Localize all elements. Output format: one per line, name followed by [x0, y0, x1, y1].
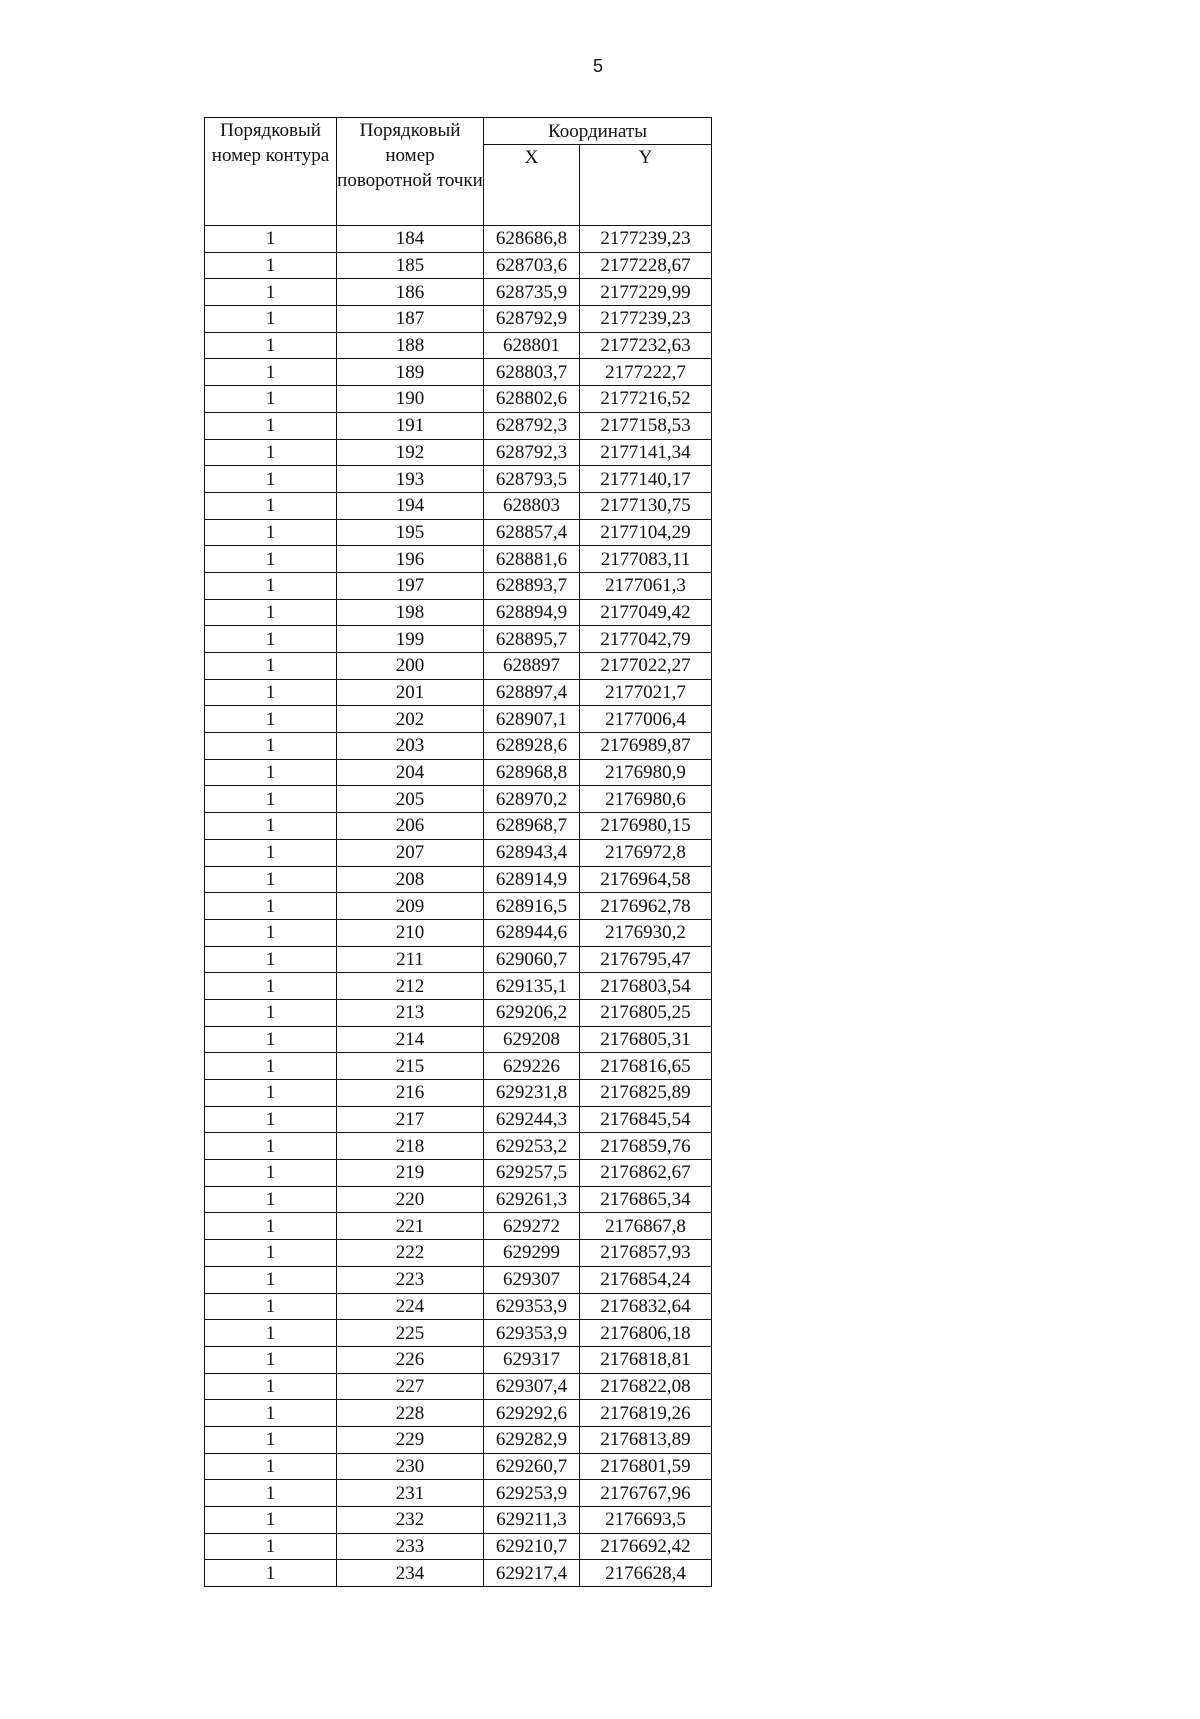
- cell-contour: 1: [205, 946, 337, 973]
- cell-contour: 1: [205, 1266, 337, 1293]
- table-row: [205, 1346, 712, 1373]
- table-row: [205, 359, 712, 386]
- table-row: [205, 1480, 712, 1507]
- cell-x: 629299: [484, 1240, 580, 1267]
- cell-y: 2177239,23: [580, 226, 712, 253]
- cell-contour: 1: [205, 1186, 337, 1213]
- cell-contour: 1: [205, 919, 337, 946]
- cell-x: 628970,2: [484, 786, 580, 813]
- cell-point: 230: [337, 1453, 484, 1480]
- cell-point: 207: [337, 839, 484, 866]
- cell-point: 223: [337, 1266, 484, 1293]
- table-row: [205, 599, 712, 626]
- cell-y: 2176816,65: [580, 1053, 712, 1080]
- cell-x: 628857,4: [484, 519, 580, 546]
- table-row: [205, 519, 712, 546]
- cell-x: 628792,3: [484, 412, 580, 439]
- table-row: [205, 973, 712, 1000]
- cell-y: 2177083,11: [580, 546, 712, 573]
- cell-y: 2177042,79: [580, 626, 712, 653]
- table-row: [205, 919, 712, 946]
- cell-point: 222: [337, 1240, 484, 1267]
- table-row: [205, 1320, 712, 1347]
- cell-x: 629210,7: [484, 1533, 580, 1560]
- cell-x: 628686,8: [484, 226, 580, 253]
- cell-contour: 1: [205, 1080, 337, 1107]
- cell-contour: 1: [205, 519, 337, 546]
- cell-y: 2176801,59: [580, 1453, 712, 1480]
- cell-point: 212: [337, 973, 484, 1000]
- cell-x: 628907,1: [484, 706, 580, 733]
- cell-y: 2176806,18: [580, 1320, 712, 1347]
- cell-x: 629211,3: [484, 1507, 580, 1534]
- cell-y: 2177239,23: [580, 306, 712, 333]
- header-y: Y: [580, 145, 712, 226]
- cell-x: 629217,4: [484, 1560, 580, 1587]
- cell-x: 628803,7: [484, 359, 580, 386]
- cell-x: 629282,9: [484, 1426, 580, 1453]
- cell-contour: 1: [205, 572, 337, 599]
- cell-y: 2176980,15: [580, 813, 712, 840]
- cell-y: 2176832,64: [580, 1293, 712, 1320]
- cell-x: 629253,2: [484, 1133, 580, 1160]
- cell-point: 188: [337, 332, 484, 359]
- cell-point: 197: [337, 572, 484, 599]
- cell-x: 628881,6: [484, 546, 580, 573]
- table-row: [205, 1053, 712, 1080]
- cell-x: 628914,9: [484, 866, 580, 893]
- cell-x: 628893,7: [484, 572, 580, 599]
- cell-contour: 1: [205, 492, 337, 519]
- table-row: [205, 306, 712, 333]
- cell-point: 192: [337, 439, 484, 466]
- header-turning-point-number: Порядковый номер поворотной точки: [337, 118, 484, 226]
- cell-x: 628792,9: [484, 306, 580, 333]
- cell-point: 208: [337, 866, 484, 893]
- cell-contour: 1: [205, 226, 337, 253]
- cell-x: 628897: [484, 653, 580, 680]
- cell-x: 629244,3: [484, 1106, 580, 1133]
- table-row: [205, 1293, 712, 1320]
- cell-x: 629292,6: [484, 1400, 580, 1427]
- table-row: [205, 679, 712, 706]
- table-row: [205, 466, 712, 493]
- cell-x: 628792,3: [484, 439, 580, 466]
- table-row: [205, 813, 712, 840]
- cell-contour: 1: [205, 893, 337, 920]
- cell-x: 628944,6: [484, 919, 580, 946]
- cell-x: 629317: [484, 1346, 580, 1373]
- cell-contour: 1: [205, 973, 337, 1000]
- cell-y: 2177229,99: [580, 279, 712, 306]
- cell-y: 2176818,81: [580, 1346, 712, 1373]
- cell-x: 628895,7: [484, 626, 580, 653]
- cell-x: 628801: [484, 332, 580, 359]
- cell-contour: 1: [205, 1133, 337, 1160]
- cell-y: 2176628,4: [580, 1560, 712, 1587]
- table-row: [205, 1026, 712, 1053]
- cell-y: 2177061,3: [580, 572, 712, 599]
- cell-contour: 1: [205, 733, 337, 760]
- table-row: [205, 1106, 712, 1133]
- cell-y: 2176930,2: [580, 919, 712, 946]
- cell-y: 2176989,87: [580, 733, 712, 760]
- cell-point: 191: [337, 412, 484, 439]
- cell-x: 629261,3: [484, 1186, 580, 1213]
- cell-x: 628916,5: [484, 893, 580, 920]
- cell-contour: 1: [205, 1400, 337, 1427]
- cell-contour: 1: [205, 626, 337, 653]
- cell-contour: 1: [205, 599, 337, 626]
- cell-contour: 1: [205, 466, 337, 493]
- cell-x: 629060,7: [484, 946, 580, 973]
- cell-point: 202: [337, 706, 484, 733]
- cell-y: 2177158,53: [580, 412, 712, 439]
- cell-point: 199: [337, 626, 484, 653]
- cell-contour: 1: [205, 653, 337, 680]
- cell-x: 629307,4: [484, 1373, 580, 1400]
- table-row: [205, 946, 712, 973]
- table-row: [205, 279, 712, 306]
- table-row: [205, 252, 712, 279]
- header-contour-number: Порядковый номер контура: [205, 118, 337, 226]
- table-row: [205, 786, 712, 813]
- cell-point: 228: [337, 1400, 484, 1427]
- table-row: [205, 1186, 712, 1213]
- cell-point: 205: [337, 786, 484, 813]
- cell-point: 221: [337, 1213, 484, 1240]
- cell-y: 2177216,52: [580, 386, 712, 413]
- cell-point: 211: [337, 946, 484, 973]
- cell-x: 628943,4: [484, 839, 580, 866]
- cell-contour: 1: [205, 1213, 337, 1240]
- cell-point: 234: [337, 1560, 484, 1587]
- cell-x: 628735,9: [484, 279, 580, 306]
- cell-contour: 1: [205, 1480, 337, 1507]
- header-coordinates: Координаты: [484, 118, 712, 145]
- cell-y: 2177232,63: [580, 332, 712, 359]
- table-row: [205, 546, 712, 573]
- cell-contour: 1: [205, 332, 337, 359]
- header-x: X: [484, 145, 580, 226]
- cell-x: 628803: [484, 492, 580, 519]
- cell-point: 216: [337, 1080, 484, 1107]
- cell-contour: 1: [205, 1293, 337, 1320]
- cell-point: 231: [337, 1480, 484, 1507]
- cell-contour: 1: [205, 546, 337, 573]
- cell-y: 2177006,4: [580, 706, 712, 733]
- cell-x: 629208: [484, 1026, 580, 1053]
- cell-y: 2176980,6: [580, 786, 712, 813]
- cell-x: 628968,8: [484, 759, 580, 786]
- cell-x: 629206,2: [484, 999, 580, 1026]
- cell-y: 2176819,26: [580, 1400, 712, 1427]
- cell-contour: 1: [205, 839, 337, 866]
- cell-x: 628802,6: [484, 386, 580, 413]
- cell-y: 2177104,29: [580, 519, 712, 546]
- cell-x: 629353,9: [484, 1293, 580, 1320]
- cell-point: 193: [337, 466, 484, 493]
- cell-y: 2176795,47: [580, 946, 712, 973]
- table-row: [205, 759, 712, 786]
- cell-point: 229: [337, 1426, 484, 1453]
- cell-y: 2176962,78: [580, 893, 712, 920]
- table-row: [205, 412, 712, 439]
- cell-point: 196: [337, 546, 484, 573]
- cell-y: 2177022,27: [580, 653, 712, 680]
- cell-x: 628928,6: [484, 733, 580, 760]
- cell-point: 233: [337, 1533, 484, 1560]
- table-row: [205, 839, 712, 866]
- table-row: [205, 572, 712, 599]
- cell-y: 2177141,34: [580, 439, 712, 466]
- cell-y: 2176845,54: [580, 1106, 712, 1133]
- cell-x: 629231,8: [484, 1080, 580, 1107]
- cell-point: 227: [337, 1373, 484, 1400]
- cell-x: 628793,5: [484, 466, 580, 493]
- cell-x: 629226: [484, 1053, 580, 1080]
- cell-y: 2176805,31: [580, 1026, 712, 1053]
- cell-point: 195: [337, 519, 484, 546]
- table-row: [205, 1507, 712, 1534]
- table-row: [205, 733, 712, 760]
- cell-contour: 1: [205, 706, 337, 733]
- cell-contour: 1: [205, 1533, 337, 1560]
- cell-contour: 1: [205, 386, 337, 413]
- cell-y: 2176972,8: [580, 839, 712, 866]
- cell-y: 2177130,75: [580, 492, 712, 519]
- cell-point: 203: [337, 733, 484, 760]
- table-row: [205, 866, 712, 893]
- cell-x: 629135,1: [484, 973, 580, 1000]
- cell-y: 2176692,42: [580, 1533, 712, 1560]
- table-row: [205, 653, 712, 680]
- cell-contour: 1: [205, 813, 337, 840]
- page-number: 5: [593, 56, 604, 76]
- cell-contour: 1: [205, 1106, 337, 1133]
- table-row: [205, 386, 712, 413]
- cell-y: 2176805,25: [580, 999, 712, 1026]
- cell-x: 629253,9: [484, 1480, 580, 1507]
- cell-point: 185: [337, 252, 484, 279]
- cell-y: 2177228,67: [580, 252, 712, 279]
- cell-contour: 1: [205, 1160, 337, 1187]
- cell-point: 187: [337, 306, 484, 333]
- cell-contour: 1: [205, 999, 337, 1026]
- table-row: [205, 893, 712, 920]
- cell-y: 2177140,17: [580, 466, 712, 493]
- cell-point: 204: [337, 759, 484, 786]
- table-row: [205, 1133, 712, 1160]
- cell-y: 2176862,67: [580, 1160, 712, 1187]
- cell-contour: 1: [205, 1560, 337, 1587]
- cell-contour: 1: [205, 359, 337, 386]
- cell-y: 2176964,58: [580, 866, 712, 893]
- cell-contour: 1: [205, 1240, 337, 1267]
- table-row: [205, 1373, 712, 1400]
- cell-contour: 1: [205, 252, 337, 279]
- cell-y: 2177049,42: [580, 599, 712, 626]
- cell-y: 2176822,08: [580, 1373, 712, 1400]
- cell-contour: 1: [205, 786, 337, 813]
- cell-contour: 1: [205, 679, 337, 706]
- cell-contour: 1: [205, 306, 337, 333]
- cell-y: 2176767,96: [580, 1480, 712, 1507]
- cell-y: 2177021,7: [580, 679, 712, 706]
- cell-point: 225: [337, 1320, 484, 1347]
- table-row: [205, 1080, 712, 1107]
- cell-contour: 1: [205, 279, 337, 306]
- cell-point: 218: [337, 1133, 484, 1160]
- cell-point: 206: [337, 813, 484, 840]
- cell-contour: 1: [205, 1346, 337, 1373]
- cell-point: 209: [337, 893, 484, 920]
- cell-x: 628894,9: [484, 599, 580, 626]
- cell-point: 226: [337, 1346, 484, 1373]
- table-row: [205, 1560, 712, 1587]
- cell-contour: 1: [205, 866, 337, 893]
- cell-y: 2176857,93: [580, 1240, 712, 1267]
- cell-point: 220: [337, 1186, 484, 1213]
- cell-point: 189: [337, 359, 484, 386]
- cell-y: 2176980,9: [580, 759, 712, 786]
- table-row: [205, 492, 712, 519]
- cell-contour: 1: [205, 1373, 337, 1400]
- cell-point: 198: [337, 599, 484, 626]
- cell-contour: 1: [205, 412, 337, 439]
- cell-y: 2176803,54: [580, 973, 712, 1000]
- cell-point: 184: [337, 226, 484, 253]
- table-row: [205, 1426, 712, 1453]
- table-row: [205, 626, 712, 653]
- table-row: [205, 1533, 712, 1560]
- cell-y: 2176825,89: [580, 1080, 712, 1107]
- cell-contour: 1: [205, 439, 337, 466]
- table-row: [205, 1453, 712, 1480]
- cell-point: 224: [337, 1293, 484, 1320]
- cell-point: 201: [337, 679, 484, 706]
- cell-point: 190: [337, 386, 484, 413]
- cell-point: 200: [337, 653, 484, 680]
- cell-contour: 1: [205, 1026, 337, 1053]
- table-row: [205, 1160, 712, 1187]
- cell-contour: 1: [205, 759, 337, 786]
- cell-contour: 1: [205, 1507, 337, 1534]
- cell-x: 629353,9: [484, 1320, 580, 1347]
- table-row: [205, 1240, 712, 1267]
- cell-x: 628703,6: [484, 252, 580, 279]
- table-row: [205, 439, 712, 466]
- cell-point: 213: [337, 999, 484, 1026]
- cell-y: 2176865,34: [580, 1186, 712, 1213]
- cell-contour: 1: [205, 1053, 337, 1080]
- table-row: [205, 1213, 712, 1240]
- coordinates-table: [204, 117, 712, 1587]
- cell-point: 194: [337, 492, 484, 519]
- cell-y: 2177222,7: [580, 359, 712, 386]
- table-body: [205, 226, 712, 1587]
- cell-contour: 1: [205, 1426, 337, 1453]
- table-row: [205, 332, 712, 359]
- cell-y: 2176693,5: [580, 1507, 712, 1534]
- cell-y: 2176854,24: [580, 1266, 712, 1293]
- cell-y: 2176813,89: [580, 1426, 712, 1453]
- table-row: [205, 706, 712, 733]
- cell-y: 2176859,76: [580, 1133, 712, 1160]
- table-row: [205, 1266, 712, 1293]
- cell-point: 217: [337, 1106, 484, 1133]
- cell-contour: 1: [205, 1453, 337, 1480]
- table-row: [205, 226, 712, 253]
- cell-x: 628968,7: [484, 813, 580, 840]
- cell-point: 219: [337, 1160, 484, 1187]
- cell-x: 629307: [484, 1266, 580, 1293]
- cell-x: 629272: [484, 1213, 580, 1240]
- cell-contour: 1: [205, 1320, 337, 1347]
- cell-point: 186: [337, 279, 484, 306]
- cell-point: 214: [337, 1026, 484, 1053]
- table-row: [205, 1400, 712, 1427]
- cell-point: 232: [337, 1507, 484, 1534]
- cell-point: 215: [337, 1053, 484, 1080]
- cell-x: 629260,7: [484, 1453, 580, 1480]
- cell-y: 2176867,8: [580, 1213, 712, 1240]
- cell-x: 628897,4: [484, 679, 580, 706]
- cell-x: 629257,5: [484, 1160, 580, 1187]
- cell-point: 210: [337, 919, 484, 946]
- table-row: [205, 999, 712, 1026]
